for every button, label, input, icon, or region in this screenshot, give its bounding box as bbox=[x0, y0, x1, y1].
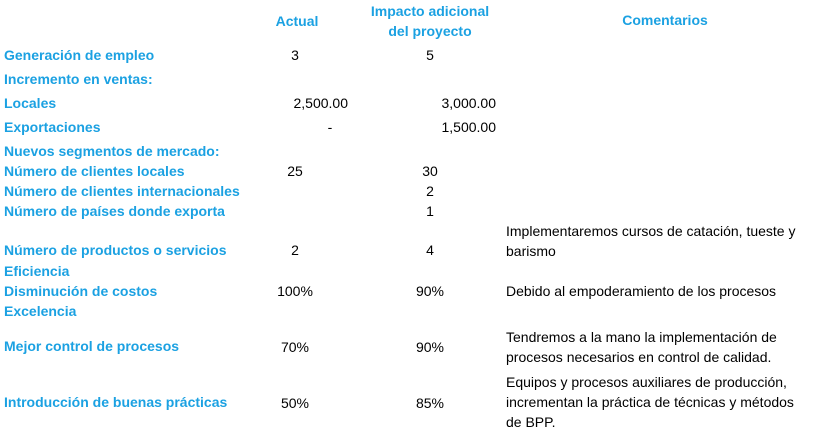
row-label-excelencia: Excelencia bbox=[4, 303, 77, 319]
value-impacto-clientes-locales: 30 bbox=[422, 163, 438, 179]
comment-control: Tendremos a la mano la implementación de procesos necesarios en control de calidad. bbox=[506, 329, 777, 365]
header-impacto-line1: Impacto adicional bbox=[370, 3, 490, 19]
value-impacto-disminucion: 90% bbox=[415, 283, 445, 299]
row-label-paises: Número de países donde exporta bbox=[4, 203, 225, 219]
row-label-locales: Locales bbox=[4, 95, 57, 111]
value-actual-control: 70% bbox=[280, 339, 310, 355]
row-label-exportaciones: Exportaciones bbox=[4, 119, 101, 135]
row-label-eficiencia: Eficiencia bbox=[4, 263, 70, 279]
value-actual-exportaciones: - bbox=[327, 119, 333, 135]
row-label-control: Mejor control de procesos bbox=[4, 338, 180, 354]
value-impacto-clientes-internacionales: 2 bbox=[426, 183, 434, 199]
value-actual-practicas: 50% bbox=[280, 395, 310, 411]
comment-disminucion: Debido al empoderamiento de los procesos bbox=[506, 283, 777, 299]
header-actual: Actual bbox=[275, 13, 319, 29]
row-label-nuevos-segmentos: Nuevos segmentos de mercado: bbox=[4, 143, 220, 159]
header-comentarios: Comentarios bbox=[622, 12, 708, 28]
row-label-clientes-internacionales: Número de clientes internacionales bbox=[4, 183, 240, 199]
comment-productos: Implementaremos cursos de catación, tueste y barismo bbox=[506, 223, 796, 259]
comment-practicas: Equipos y procesos auxiliares de producción, incrementan la práctica de técnicas y métodos de BPP. bbox=[506, 374, 794, 430]
row-label-generacion: Generación de empleo bbox=[4, 47, 155, 63]
row-label-disminucion: Disminución de costos bbox=[4, 283, 158, 299]
header-impacto-line2: del proyecto bbox=[388, 23, 472, 39]
value-actual-locales: 2,500.00 bbox=[293, 95, 348, 111]
value-actual-generacion: 3 bbox=[291, 47, 299, 63]
value-impacto-locales: 3,000.00 bbox=[441, 95, 496, 111]
header-impacto bbox=[355, 1, 505, 41]
value-actual-productos: 2 bbox=[291, 242, 299, 258]
value-impacto-exportaciones: 1,500.00 bbox=[441, 119, 496, 135]
value-impacto-control: 90% bbox=[415, 339, 445, 355]
value-impacto-paises: 1 bbox=[426, 203, 434, 219]
value-impacto-productos: 4 bbox=[426, 242, 434, 258]
row-label-practicas: Introducción de buenas prácticas bbox=[4, 394, 228, 410]
row-label-productos: Número de productos o servicios bbox=[4, 242, 227, 258]
value-impacto-practicas: 85% bbox=[415, 395, 445, 411]
row-label-incremento: Incremento en ventas: bbox=[4, 71, 153, 87]
row-label-clientes-locales: Número de clientes locales bbox=[4, 163, 185, 179]
value-actual-disminucion: 100% bbox=[277, 283, 313, 299]
value-actual-clientes-locales: 25 bbox=[287, 163, 303, 179]
value-impacto-generacion: 5 bbox=[426, 47, 434, 63]
